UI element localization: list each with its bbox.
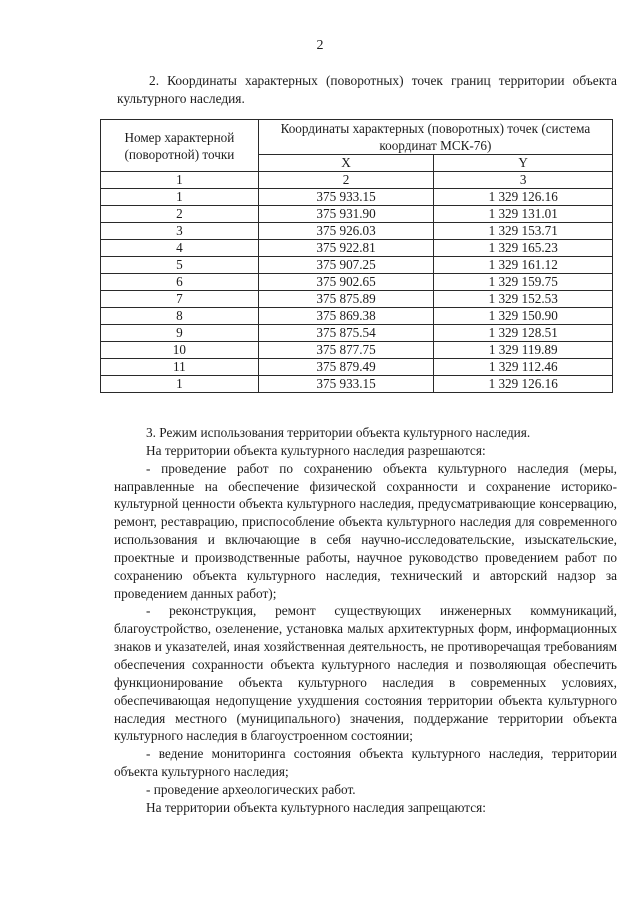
point-number-cell: 11: [101, 359, 259, 376]
y-coordinate-cell: 1 329 159.75: [434, 274, 613, 291]
x-coordinate-cell: 375 933.15: [258, 376, 434, 393]
point-number-cell: 1: [101, 189, 259, 206]
y-coordinate-cell: 1 329 128.51: [434, 325, 613, 342]
x-coordinate-cell: 375 869.38: [258, 308, 434, 325]
index-cell: 3: [434, 172, 613, 189]
x-coordinate-cell: 375 931.90: [258, 206, 434, 223]
table-row: [101, 240, 613, 257]
x-coordinate-cell: 375 879.49: [258, 359, 434, 376]
table-row: [101, 189, 613, 206]
table-row: [101, 342, 613, 359]
coordinates-header: [258, 120, 612, 155]
section-3-body: [114, 424, 617, 817]
allowed-item-4: - проведение археологических работ.: [146, 781, 356, 797]
table-row: [101, 376, 613, 393]
point-number-cell: 10: [101, 342, 259, 359]
x-header: X: [258, 155, 434, 172]
table-row: [101, 359, 613, 376]
x-coordinate-cell: 375 877.75: [258, 342, 434, 359]
x-coordinate-cell: 375 922.81: [258, 240, 434, 257]
y-coordinate-cell: 1 329 119.89: [434, 342, 613, 359]
y-coordinate-cell: 1 329 150.90: [434, 308, 613, 325]
y-coordinate-cell: 1 329 165.23: [434, 240, 613, 257]
index-cell: 2: [258, 172, 434, 189]
y-coordinate-cell: 1 329 131.01: [434, 206, 613, 223]
point-number-cell: 3: [101, 223, 259, 240]
point-number-cell: 1: [101, 376, 259, 393]
allowed-intro: На территории объекта культурного наследия разрешаются:: [146, 442, 486, 458]
table-row: [101, 274, 613, 291]
allowed-item-2: - реконструкция, ремонт существующих инженерных коммуникаций, благоустройство, озеленение, установка малых архитектурных форм, информационных знаков и указателей, иная хозяйственная деятельность, не противоречащая требованиям обеспечения сохранности объекта культурного наследия и позволяющая обеспечить функционирование объекта культурного наследия в современных условиях, обеспечивающая недопущение ухудшения состояния территории объекта культурного наследия местного (муниципального) значения, поддержание территории объекта культурного наследия в благоустроенном состоянии;: [114, 603, 617, 744]
x-coordinate-cell: 375 933.15: [258, 189, 434, 206]
point-number-cell: 9: [101, 325, 259, 342]
x-coordinate-cell: 375 907.25: [258, 257, 434, 274]
table-header-row: [101, 120, 613, 155]
point-number-cell: 7: [101, 291, 259, 308]
y-coordinate-cell: 1 329 161.12: [434, 257, 613, 274]
point-number-header: [101, 120, 259, 172]
coordinates-header-text: Координаты характерных (поворотных) точек (система координат МСК-76): [280, 121, 591, 153]
point-number-header-text: Номер характерной (поворотной) точки: [124, 129, 235, 162]
x-coordinate-cell: 375 875.54: [258, 325, 434, 342]
x-coordinate-cell: 375 902.65: [258, 274, 434, 291]
table-row: [101, 291, 613, 308]
x-coordinate-cell: 375 926.03: [258, 223, 434, 240]
table-row: [101, 308, 613, 325]
section-3-heading: 3. Режим использования территории объекта культурного наследия.: [146, 425, 531, 440]
table-row: [101, 257, 613, 274]
y-coordinate-cell: 1 329 152.53: [434, 291, 613, 308]
forbidden-intro: На территории объекта культурного наследия запрещаются:: [146, 799, 486, 815]
table-row: [101, 325, 613, 342]
y-coordinate-cell: 1 329 112.46: [434, 359, 613, 376]
table-row: [101, 206, 613, 223]
y-coordinate-cell: 1 329 153.71: [434, 223, 613, 240]
table-row: [101, 223, 613, 240]
section-2-heading: 2. Координаты характерных (поворотных) точек границ территории объекта культурного наследия.: [117, 73, 617, 106]
y-coordinate-cell: 1 329 126.16: [434, 376, 613, 393]
point-number-cell: 8: [101, 308, 259, 325]
point-number-cell: 2: [101, 206, 259, 223]
y-header: Y: [434, 155, 613, 172]
index-cell: 1: [101, 172, 259, 189]
table-index-row: [101, 172, 613, 189]
x-coordinate-cell: 375 875.89: [258, 291, 434, 308]
allowed-item-3: - ведение мониторинга состояния объекта культурного наследия, территории объекта культурного наследия;: [114, 746, 617, 780]
allowed-item-1: - проведение работ по сохранению объекта культурного наследия (меры, направленные на обеспечение физической сохранности и сохранение историко-культурной ценности объекта культурного наследия, предусматривающие консервацию, ремонт, реставрацию, приспособление объекта культурного наследия для современного использования и включающие в себя научно-исследовательские, изыскательские, проектные и производственные работы, научное руководство проведением работ по сохранению объекта культурного наследия, технический и авторский надзор за проведением данных работ);: [114, 460, 617, 601]
point-number-cell: 4: [101, 240, 259, 257]
y-coordinate-cell: 1 329 126.16: [434, 189, 613, 206]
page-number: 2: [316, 38, 324, 53]
point-number-cell: 5: [101, 257, 259, 274]
point-number-cell: 6: [101, 274, 259, 291]
coordinates-table: [100, 119, 613, 393]
